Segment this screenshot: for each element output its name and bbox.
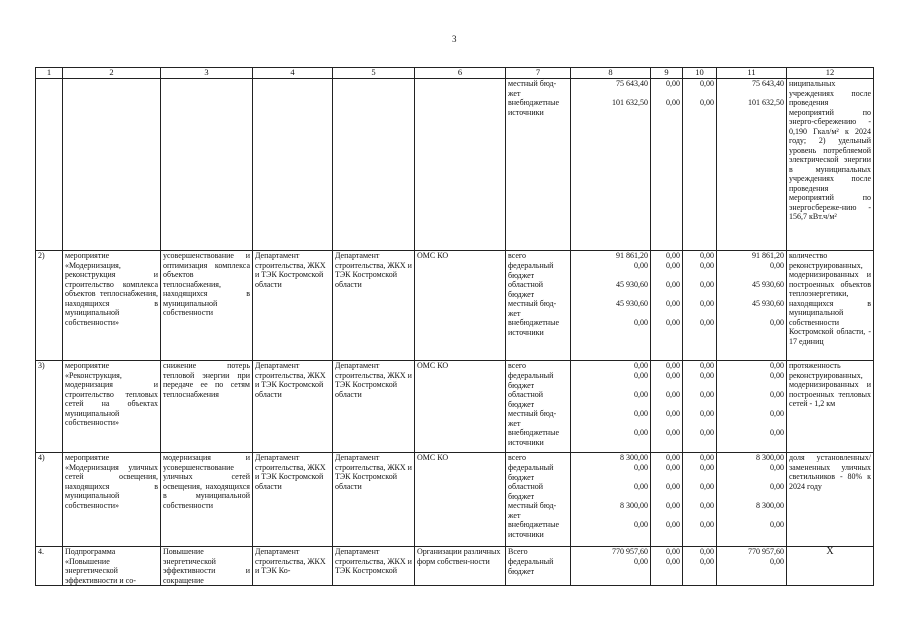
value: 0,00 xyxy=(666,428,680,437)
funding-source: местный бюд-жет xyxy=(508,409,557,428)
value: 0,00 xyxy=(700,318,714,327)
value: 91 861,20 xyxy=(752,251,784,260)
value: 0,00 xyxy=(634,371,648,380)
column-number-row xyxy=(36,68,874,79)
value: 45 930,60 xyxy=(752,280,784,289)
table-row xyxy=(36,361,874,453)
funding-source: федеральный бюджет xyxy=(508,261,554,280)
value: 0,00 xyxy=(700,428,714,437)
funding-col-10 xyxy=(683,251,717,361)
value: 75 643,40 xyxy=(616,79,648,88)
funding-source: внебюджетные источники xyxy=(508,428,559,447)
value: 0,00 xyxy=(770,409,784,418)
value: 0,00 xyxy=(634,318,648,327)
funding-source: местный бюд-жет xyxy=(508,501,557,520)
value: 0,00 xyxy=(634,261,648,270)
measure-name: мероприятие «Модернизация уличных сетей освещения, находящихся в муниципальной собственности» xyxy=(63,453,161,547)
column-number: 2 xyxy=(63,68,161,79)
funding-col-10 xyxy=(683,361,717,453)
value: 45 930,60 xyxy=(752,299,784,308)
value: 0,00 xyxy=(770,318,784,327)
value: 0,00 xyxy=(634,390,648,399)
value: 0,00 xyxy=(666,390,680,399)
funding-col-9 xyxy=(651,547,683,586)
row-number: 2) xyxy=(36,251,63,361)
table-row xyxy=(36,453,874,547)
program-table xyxy=(35,67,874,586)
value: 0,00 xyxy=(634,557,648,566)
value: 0,00 xyxy=(666,98,680,107)
value: 770 957,60 xyxy=(748,547,784,556)
value: 0,00 xyxy=(700,361,714,370)
measure-purpose: Повышение энергетической эффективности и сокращение xyxy=(161,547,253,586)
funding-source: всего xyxy=(508,361,527,370)
funding-col-9 xyxy=(651,453,683,547)
measure-purpose: усовершенствование и оптимизация комплекса объектов теплоснабжения, находящихся в муниципальной собственности xyxy=(161,251,253,361)
value: 0,00 xyxy=(666,280,680,289)
value: 0,00 xyxy=(634,409,648,418)
funding-col-8 xyxy=(571,361,651,453)
funding-col-10 xyxy=(683,79,717,251)
value: 8 300,00 xyxy=(620,501,648,510)
funding-source: местный бюд-жет xyxy=(508,79,557,98)
funding-col-11 xyxy=(717,361,787,453)
value: 0,00 xyxy=(700,520,714,529)
measure-purpose: снижение потерь тепловой энергии при передаче ее по сетям теплоснабжения xyxy=(161,361,253,453)
participant: Организации различных форм собствен-ности xyxy=(415,547,506,586)
value: 0,00 xyxy=(666,79,680,88)
funding-col-11 xyxy=(717,251,787,361)
measure-purpose: модернизация и усовершенствование уличных сетей освещения, находящихся в муниципальной собственности xyxy=(161,453,253,547)
column-number: 12 xyxy=(787,68,874,79)
row-number: 4. xyxy=(36,547,63,586)
funding-col-8 xyxy=(571,547,651,586)
value: 0,00 xyxy=(700,482,714,491)
funding-col-9 xyxy=(651,361,683,453)
value: 0,00 xyxy=(666,547,680,556)
value: 0,00 xyxy=(666,463,680,472)
funding-col-10 xyxy=(683,547,717,586)
value: 8 300,00 xyxy=(620,453,648,462)
value: 0,00 xyxy=(666,318,680,327)
page-number: 3 xyxy=(452,34,457,44)
value: 0,00 xyxy=(700,261,714,270)
value: 0,00 xyxy=(700,299,714,308)
column-number: 10 xyxy=(683,68,717,79)
participant xyxy=(415,79,506,251)
column-number: 7 xyxy=(506,68,571,79)
value: 0,00 xyxy=(700,79,714,88)
value: 0,00 xyxy=(634,463,648,472)
value: 0,00 xyxy=(666,557,680,566)
value: 8 300,00 xyxy=(756,453,784,462)
target-indicator: ниципальных учреждениях после проведения мероприятий по энерго-сбережению - 0,190 Гкал/м² к 2024 году; 2) удельный уровень потребляемой электрической энергии в муниципальных учреждениях после проведения мероприятий по энергосбереже-нию - 156,7 кВт.ч/м² xyxy=(787,79,874,251)
target-indicator: доля установленных/замененных уличных светильников - 80% к 2024 году xyxy=(787,453,874,547)
funding-sources xyxy=(506,361,571,453)
executor: Департамент строительства, ЖКХ и ТЭК Костромской области xyxy=(253,453,333,547)
funding-source: Всего xyxy=(508,547,528,556)
funding-sources xyxy=(506,453,571,547)
funding-source: областной бюджет xyxy=(508,390,544,409)
funding-source: местный бюд-жет xyxy=(508,299,557,318)
funding-col-11 xyxy=(717,453,787,547)
value: 0,00 xyxy=(700,453,714,462)
executor: Департамент строительства, ЖКХ и ТЭК Костромской области xyxy=(253,251,333,361)
column-number: 8 xyxy=(571,68,651,79)
value: 0,00 xyxy=(770,482,784,491)
target-indicator: количество реконструированных, модернизированных и построенных объектов теплоэнергетики, находящихся в муниципальной собственности Костромской области, - 17 единиц xyxy=(787,251,874,361)
column-number: 5 xyxy=(333,68,415,79)
value: 0,00 xyxy=(666,261,680,270)
funding-source: внебюджетные источники xyxy=(508,98,559,117)
value: 0,00 xyxy=(666,453,680,462)
column-number: 4 xyxy=(253,68,333,79)
value: 101 632,50 xyxy=(748,98,784,107)
value: 0,00 xyxy=(770,261,784,270)
funding-col-8 xyxy=(571,251,651,361)
value: 75 643,40 xyxy=(752,79,784,88)
value: 0,00 xyxy=(770,361,784,370)
column-number: 11 xyxy=(717,68,787,79)
participant: ОМС КО xyxy=(415,453,506,547)
executor: Департамент строительства, ЖКХ и ТЭК Костромской области xyxy=(253,361,333,453)
value: 0,00 xyxy=(700,98,714,107)
value: 0,00 xyxy=(700,280,714,289)
value: 0,00 xyxy=(770,557,784,566)
row-number: 3) xyxy=(36,361,63,453)
funding-sources xyxy=(506,251,571,361)
value: 101 632,50 xyxy=(612,98,648,107)
funding-sources xyxy=(506,547,571,586)
value: 0,00 xyxy=(770,390,784,399)
funding-source: областной бюджет xyxy=(508,482,544,501)
value: 0,00 xyxy=(666,482,680,491)
participant: ОМС КО xyxy=(415,251,506,361)
value: 0,00 xyxy=(634,428,648,437)
target-indicator: протяженность реконструированных, модернизированных и построенных тепловых сетей - 1,2 км xyxy=(787,361,874,453)
value: 0,00 xyxy=(700,409,714,418)
coexecutor: Департамент строительства, ЖКХ и ТЭК Костромской области xyxy=(333,453,415,547)
value: 0,00 xyxy=(666,361,680,370)
executor: Департамент строительства, ЖКХ и ТЭК Ко- xyxy=(253,547,333,586)
funding-source: федеральный бюджет xyxy=(508,463,554,482)
value: 8 300,00 xyxy=(756,501,784,510)
table-row xyxy=(36,547,874,586)
value: 91 861,20 xyxy=(616,251,648,260)
table-row xyxy=(36,251,874,361)
coexecutor: Департамент строительства, ЖКХ и ТЭК Костромской xyxy=(333,547,415,586)
measure-name: мероприятие «Реконструкция, модернизация и строительство тепловых сетей на объектах муниципальной собственности» xyxy=(63,361,161,453)
funding-source: федеральный бюджет xyxy=(508,557,554,576)
value: 0,00 xyxy=(666,409,680,418)
funding-col-8 xyxy=(571,453,651,547)
funding-sources xyxy=(506,79,571,251)
value: 0,00 xyxy=(700,251,714,260)
funding-col-9 xyxy=(651,79,683,251)
value: 0,00 xyxy=(666,520,680,529)
value: 0,00 xyxy=(700,463,714,472)
value: 0,00 xyxy=(634,361,648,370)
value: 0,00 xyxy=(770,371,784,380)
executor xyxy=(253,79,333,251)
value: 0,00 xyxy=(700,371,714,380)
value: 0,00 xyxy=(770,428,784,437)
target-indicator: X xyxy=(787,547,874,586)
measure-name xyxy=(63,79,161,251)
value: 0,00 xyxy=(770,520,784,529)
row-number xyxy=(36,79,63,251)
coexecutor: Департамент строительства, ЖКХ и ТЭК Костромской области xyxy=(333,251,415,361)
value: 45 930,60 xyxy=(616,280,648,289)
measure-name: Подпрограмма «Повышение энергетической эффективности и со- xyxy=(63,547,161,586)
coexecutor: Департамент строительства, ЖКХ и ТЭК Костромской области xyxy=(333,361,415,453)
value: 0,00 xyxy=(666,251,680,260)
value: 0,00 xyxy=(700,557,714,566)
funding-source: внебюджетные источники xyxy=(508,520,559,539)
participant: ОМС КО xyxy=(415,361,506,453)
table-row xyxy=(36,79,874,251)
value: 0,00 xyxy=(700,547,714,556)
funding-source: всего xyxy=(508,453,527,462)
value: 770 957,60 xyxy=(612,547,648,556)
funding-col-11 xyxy=(717,547,787,586)
value: 0,00 xyxy=(666,501,680,510)
value: 0,00 xyxy=(770,463,784,472)
funding-col-10 xyxy=(683,453,717,547)
column-number: 9 xyxy=(651,68,683,79)
value: 0,00 xyxy=(666,299,680,308)
value: 45 930,60 xyxy=(616,299,648,308)
column-number: 6 xyxy=(415,68,506,79)
funding-source: внебюджетные источники xyxy=(508,318,559,337)
coexecutor xyxy=(333,79,415,251)
measure-name: мероприятие «Модернизация, реконструкция и строительство комплекса объектов теплоснабжения, находящихся в муниципальной собственности» xyxy=(63,251,161,361)
value: 0,00 xyxy=(666,371,680,380)
funding-col-11 xyxy=(717,79,787,251)
value: 0,00 xyxy=(634,482,648,491)
funding-col-8 xyxy=(571,79,651,251)
column-number: 3 xyxy=(161,68,253,79)
measure-purpose xyxy=(161,79,253,251)
funding-source: всего xyxy=(508,251,527,260)
value: 0,00 xyxy=(700,390,714,399)
funding-source: областной бюджет xyxy=(508,280,544,299)
funding-source: федеральный бюджет xyxy=(508,371,554,390)
value: 0,00 xyxy=(700,501,714,510)
column-number: 1 xyxy=(36,68,63,79)
row-number: 4) xyxy=(36,453,63,547)
funding-col-9 xyxy=(651,251,683,361)
value: 0,00 xyxy=(634,520,648,529)
